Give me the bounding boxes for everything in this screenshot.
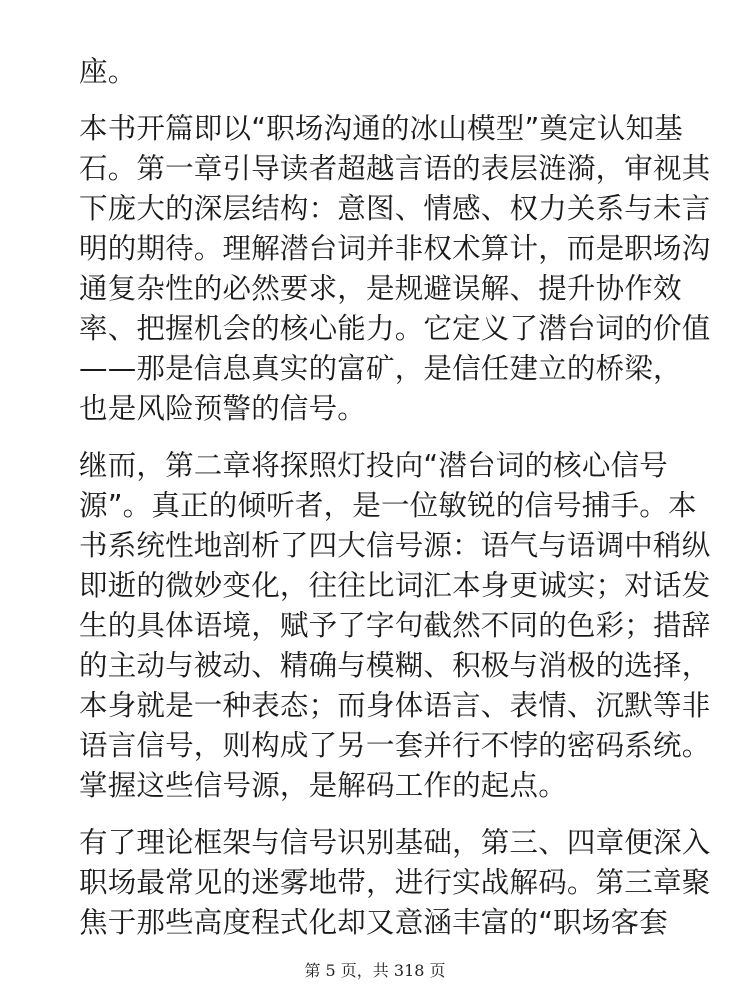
paragraph	[79, 823, 711, 943]
text-line: 即逝的微妙变化，往往比词汇本身更诚实；对话发	[79, 569, 711, 602]
text-line: 本书开篇即以“职场沟通的冰山模型”奠定认知基	[79, 112, 683, 145]
paragraph	[79, 109, 711, 429]
text-line: ——那是信息真实的富矿，是信任建立的桥梁，	[79, 352, 682, 385]
paragraph-gap	[79, 429, 679, 446]
text-line: 石。第一章引导读者超越言语的表层涟漪，审视其	[79, 152, 711, 185]
paragraph	[79, 52, 679, 92]
text-line: 掌握这些信号源，是解码工作的起点。	[79, 769, 567, 802]
text-line: 书系统性地剖析了四大信号源：语气与语调中稍纵	[79, 529, 711, 562]
text-line: 焦于那些高度程式化却又意涵丰富的“职场客套	[79, 906, 668, 939]
text-line: 也是风险预警的信号。	[79, 392, 367, 425]
text-line: 通复杂性的必然要求，是规避误解、提升协作效	[79, 272, 682, 305]
body-text	[79, 52, 711, 943]
text-line: 生的具体语境，赋予了字句截然不同的色彩；措辞	[79, 609, 711, 642]
paragraph-gap	[79, 806, 679, 823]
text-line: 率、把握机会的核心能力。它定义了潜台词的价值	[79, 312, 711, 345]
text-line: 继而，第二章将探照灯投向“潜台词的核心信号	[79, 449, 668, 482]
text-line: 源”。真正的倾听者，是一位敏锐的信号捕手。本	[79, 489, 697, 522]
paragraph	[79, 446, 711, 806]
text-line: 职场最常见的迷雾地带，进行实战解码。第三章聚	[79, 866, 711, 899]
text-line: 有了理论框架与信号识别基础，第三、四章便深入	[79, 826, 711, 859]
text-line: 座。	[79, 55, 137, 88]
page-footer: 第 5 页，共 318 页	[304, 961, 446, 980]
text-line: 语言信号，则构成了另一套并行不悖的密码系统。	[79, 729, 711, 762]
text-line: 的主动与被动、精确与模糊、积极与消极的选择，	[79, 649, 711, 682]
text-line: 下庞大的深层结构：意图、情感、权力关系与未言	[79, 192, 711, 225]
text-line: 本身就是一种表态；而身体语言、表情、沉默等非	[79, 689, 711, 722]
paragraph-gap	[79, 92, 679, 109]
text-line: 明的期待。理解潜台词并非权术算计，而是职场沟	[79, 232, 711, 265]
